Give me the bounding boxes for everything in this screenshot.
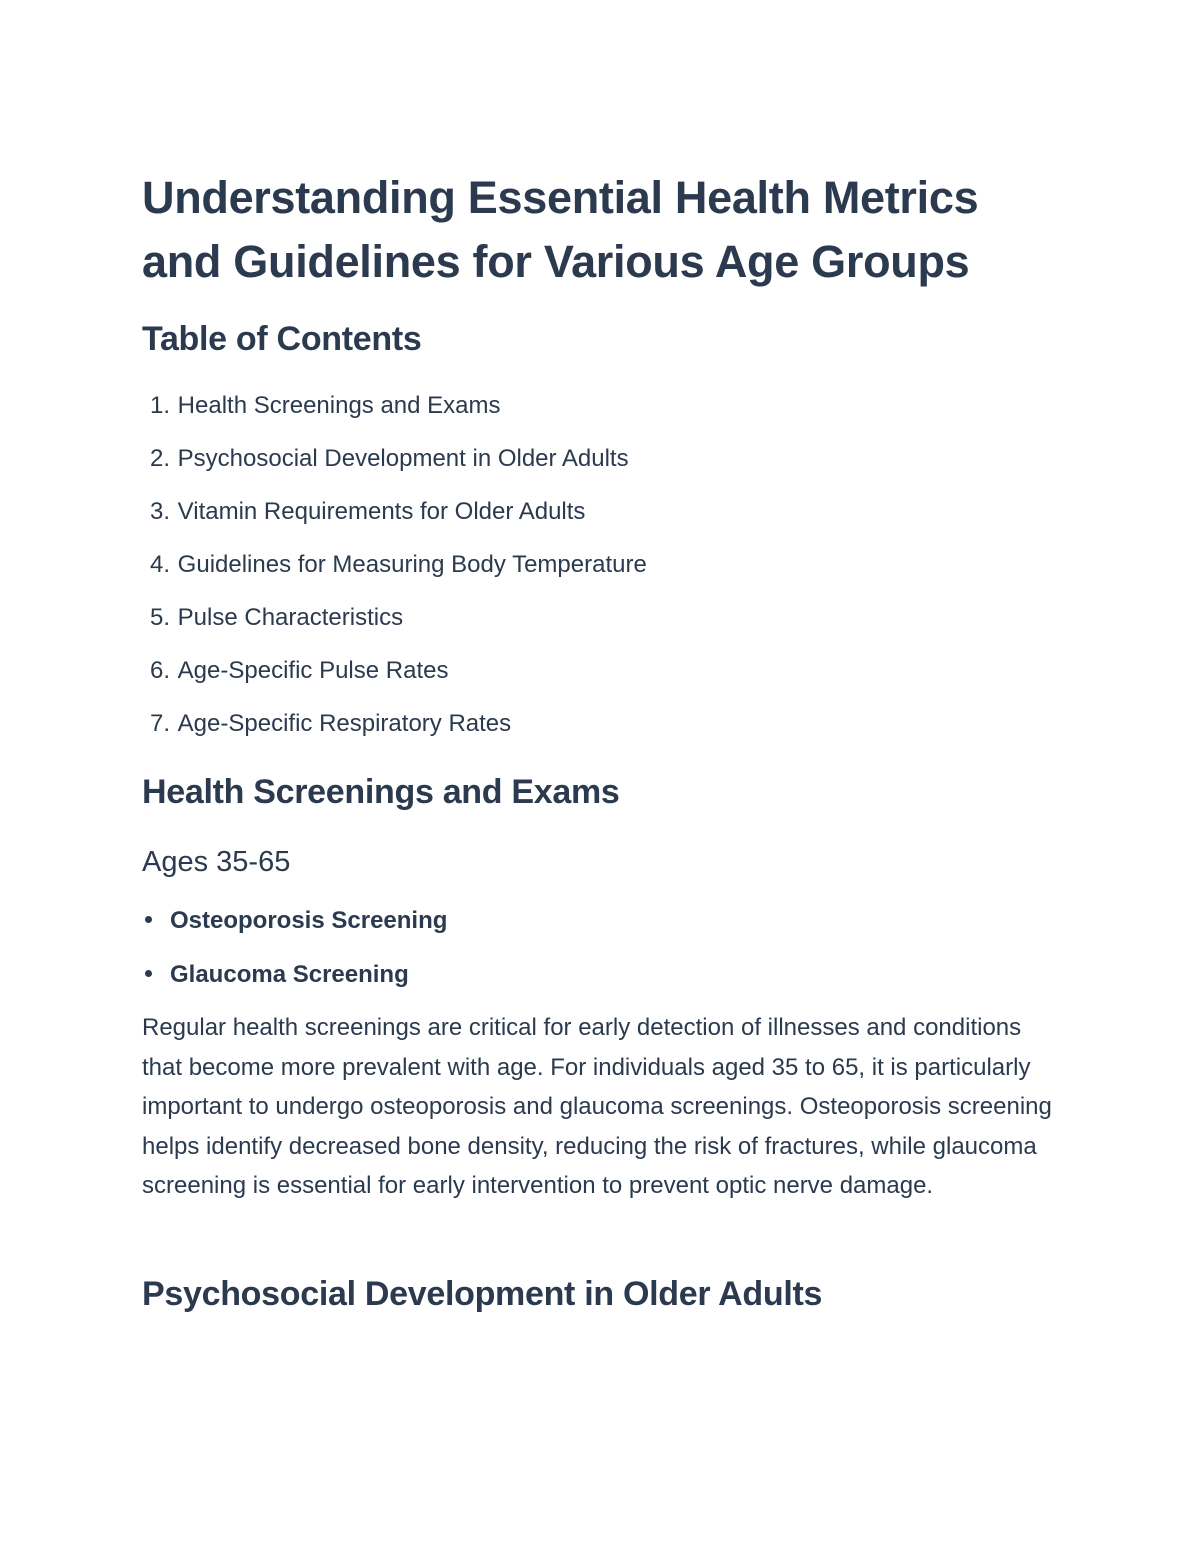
toc-item-number: 7.	[149, 710, 170, 737]
toc-item-label: Psychosocial Development in Older Adults	[177, 445, 629, 472]
document-title: Understanding Essential Health Metrics and Guidelines for Various Age Groups	[142, 172, 979, 287]
body-paragraph: Regular health screenings are critical for early detection of illnesses and conditions that become more prevalent with age. For individuals aged 35 to 65, it is particularly important to undergo osteoporosis and glaucoma screenings. Osteoporosis screening helps identify decreased bone density, reducing the risk of fractures, while glaucoma screening is essential for early intervention to prevent optic nerve damage.	[142, 1014, 1052, 1199]
toc-item-number: 2.	[149, 445, 170, 472]
toc-item-number: 4.	[149, 551, 170, 578]
section-heading-health-screenings: Health Screenings and Exams	[142, 773, 620, 811]
toc-item-number: 5.	[149, 604, 170, 631]
bullet-icon	[145, 970, 152, 977]
toc-heading: Table of Contents	[142, 320, 422, 358]
toc-item-label: Guidelines for Measuring Body Temperature	[177, 551, 647, 578]
subheading-age-range: Ages 35-65	[142, 846, 291, 878]
toc-item[interactable]	[142, 440, 647, 493]
toc-item[interactable]	[142, 705, 647, 758]
toc-item[interactable]	[142, 652, 647, 705]
list-item	[142, 901, 447, 955]
section-heading-psychosocial: Psychosocial Development in Older Adults	[142, 1275, 823, 1313]
list-item-label: Glaucoma Screening	[170, 961, 409, 988]
toc-item[interactable]	[142, 493, 647, 546]
toc-item-label: Health Screenings and Exams	[177, 392, 501, 419]
toc-item-number: 1.	[149, 392, 170, 419]
toc-item[interactable]	[142, 387, 647, 440]
toc-item-label: Pulse Characteristics	[177, 604, 404, 631]
toc-item[interactable]	[142, 546, 647, 599]
toc-item[interactable]	[142, 599, 647, 652]
list-item-label: Osteoporosis Screening	[170, 907, 448, 934]
table-of-contents	[142, 387, 647, 758]
toc-item-label: Vitamin Requirements for Older Adults	[177, 498, 586, 525]
screening-list	[142, 901, 447, 1009]
bullet-icon	[145, 916, 152, 923]
list-item	[142, 955, 447, 1009]
toc-item-label: Age-Specific Pulse Rates	[177, 657, 449, 684]
toc-item-label: Age-Specific Respiratory Rates	[177, 710, 512, 737]
toc-item-number: 3.	[149, 498, 170, 525]
toc-item-number: 6.	[149, 657, 170, 684]
